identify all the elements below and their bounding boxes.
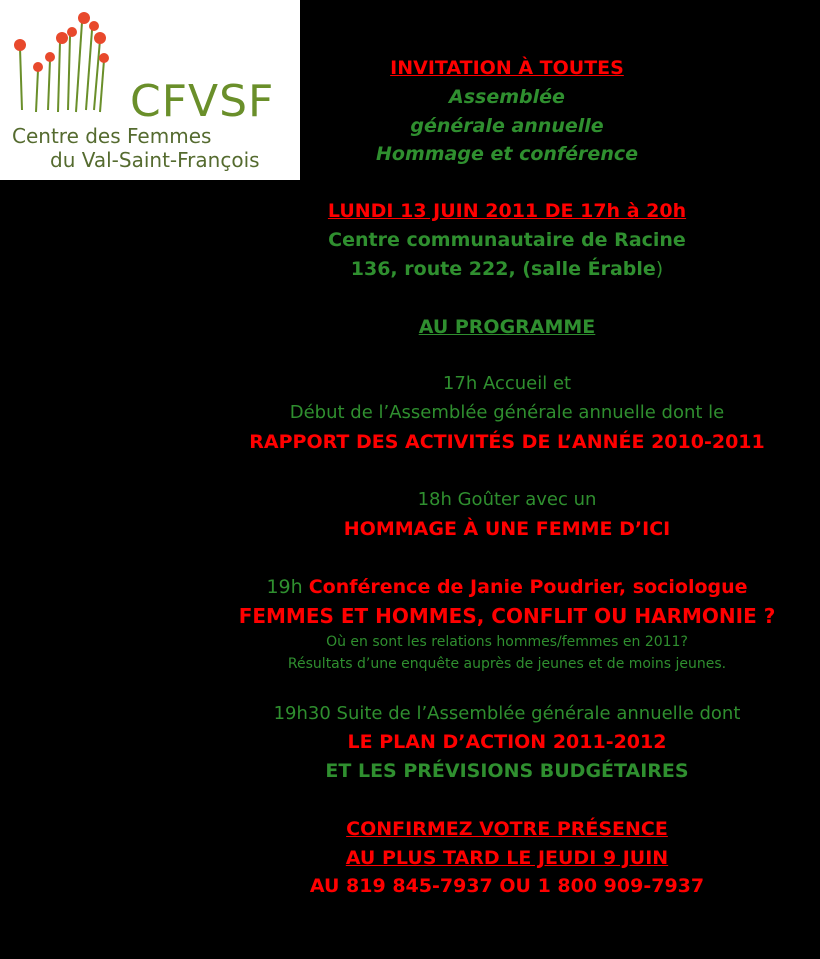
- program-tribute: HOMMAGE À UNE FEMME D’ICI: [343, 518, 671, 540]
- logo: [0, 0, 300, 180]
- rsvp-line2: AU PLUS TARD LE JEUDI 9 JUIN: [345, 847, 669, 869]
- event-place: Centre communautaire de Racine: [328, 229, 686, 251]
- conference-time: 19h: [266, 576, 309, 598]
- program-welcome: 17h Accueil et: [442, 373, 572, 394]
- program-activity-report: RAPPORT DES ACTIVITÉS DE L’ANNÉE 2010-2011: [249, 431, 765, 453]
- conference-title: FEMMES ET HOMMES, CONFLIT OU HARMONIE ?: [238, 604, 776, 628]
- logo-name-line1: Centre des Femmes: [12, 124, 212, 148]
- rsvp-phone: AU 819 845-7937 OU 1 800 909-7937: [309, 875, 705, 897]
- program-budget: ET LES PRÉVISIONS BUDGÉTAIRES: [325, 760, 689, 782]
- event-address-text: 136, route 222, (salle Érable: [350, 258, 656, 280]
- program-conference: [266, 576, 747, 598]
- event-address: [351, 258, 663, 280]
- invitation-heading: INVITATION À TOUTES: [390, 57, 624, 79]
- title-line2: générale annuelle: [410, 115, 604, 137]
- program-snack: 18h Goûter avec un: [417, 489, 597, 510]
- event-date: LUNDI 13 JUIN 2011 DE 17h à 20h: [327, 200, 687, 222]
- flowers-logo-icon: [0, 0, 130, 125]
- conference-speaker: Conférence de Janie Poudrier, sociologue: [308, 576, 748, 598]
- program-heading: AU PROGRAMME: [418, 316, 596, 338]
- title-line1: Assemblée: [449, 86, 565, 108]
- conference-desc2: Résultats d’une enquête auprès de jeunes et de moins jeunes.: [287, 656, 727, 672]
- conference-desc1: Où en sont les relations hommes/femmes en 2011?: [326, 634, 688, 650]
- event-address-paren: ): [655, 258, 664, 280]
- logo-abbr: CFVSF: [130, 76, 275, 127]
- logo-name-line2: du Val-Saint-François: [50, 148, 260, 172]
- title-line3: Hommage et conférence: [376, 143, 638, 165]
- program-action-plan: LE PLAN D’ACTION 2011-2012: [347, 731, 667, 753]
- program-assembly-continue: 19h30 Suite de l’Assemblée générale annuelle dont: [273, 703, 741, 724]
- program-assembly-start: Début de l’Assemblée générale annuelle dont le: [289, 402, 725, 423]
- rsvp-line1: CONFIRMEZ VOTRE PRÉSENCE: [346, 818, 668, 840]
